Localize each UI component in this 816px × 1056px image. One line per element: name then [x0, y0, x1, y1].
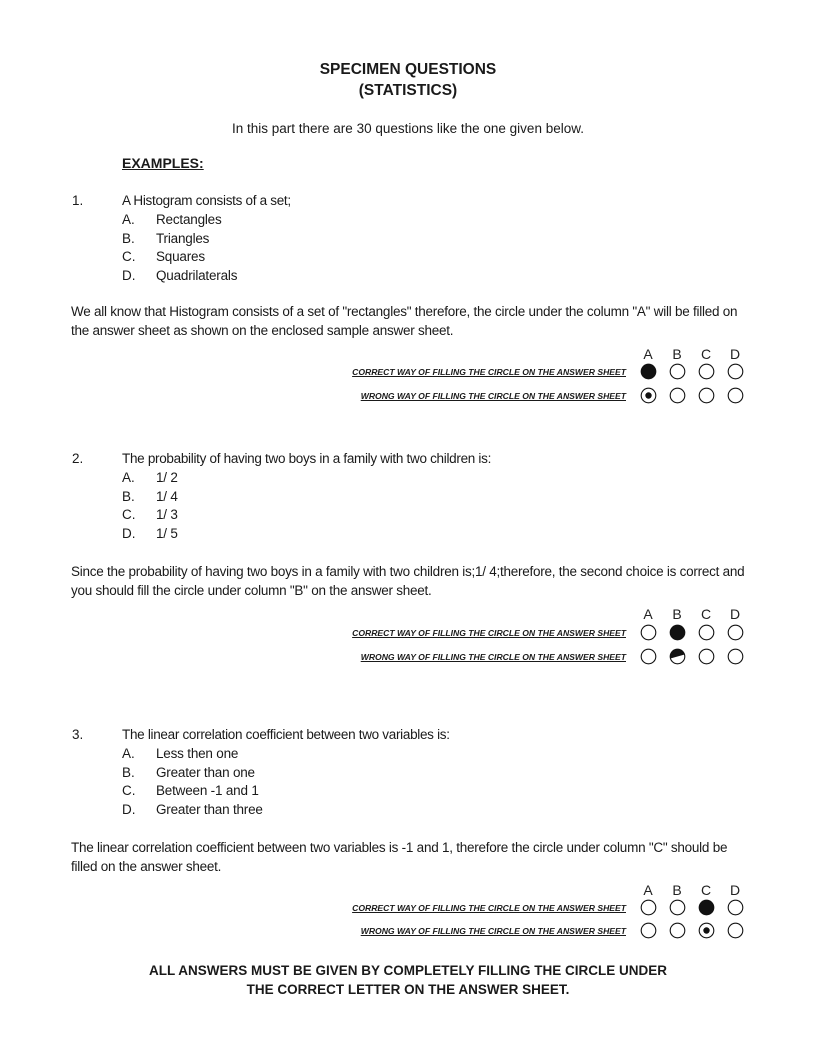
option-letter: A.	[122, 470, 135, 485]
question-text: The probability of having two boys in a family with two children is:	[122, 451, 492, 466]
answer-bubble-empty	[727, 363, 744, 380]
answer-bubble-empty	[698, 363, 715, 380]
answer-column-letter: A	[643, 882, 653, 898]
option-letter: C.	[122, 783, 136, 798]
correct-bubble-slot	[640, 624, 657, 646]
option-text: Squares	[156, 249, 205, 264]
correct-way-label: CORRECT WAY OF FILLING THE CIRCLE ON THE ANSWER SHEET	[352, 628, 626, 638]
option-text: Quadrilaterals	[156, 268, 238, 283]
option-letter: D.	[122, 526, 136, 541]
wrong-way-label: WRONG WAY OF FILLING THE CIRCLE ON THE ANSWER SHEET	[360, 391, 626, 401]
answer-column-letter: D	[729, 346, 741, 362]
answer-column-letter: D	[729, 882, 741, 898]
answer-bubble-empty	[669, 922, 686, 939]
answer-bubble-empty	[640, 648, 657, 665]
answer-column-letter: A	[643, 346, 653, 362]
wrong-bubble-slot	[727, 387, 744, 409]
wrong-way-label: WRONG WAY OF FILLING THE CIRCLE ON THE ANSWER SHEET	[360, 926, 626, 936]
correct-way-label: CORRECT WAY OF FILLING THE CIRCLE ON THE ANSWER SHEET	[352, 367, 626, 377]
answer-bubble-empty	[698, 648, 715, 665]
footer-line-1: ALL ANSWERS MUST BE GIVEN BY COMPLETELY FILLING THE CIRCLE UNDER	[148, 963, 668, 978]
option-text: 1/ 4	[156, 489, 178, 504]
wrong-bubble-slot	[698, 922, 715, 944]
option-text: 1/ 3	[156, 507, 178, 522]
answer-bubble-empty	[669, 363, 686, 380]
option-text: 1/ 5	[156, 526, 178, 541]
option-letter: D.	[122, 268, 136, 283]
option-letter: C.	[122, 507, 136, 522]
option-text: Less then one	[156, 746, 239, 761]
wrong-bubble-slot	[669, 648, 686, 670]
answer-bubble-empty	[727, 648, 744, 665]
answer-bubble-empty	[727, 624, 744, 641]
correct-bubble-slot	[698, 363, 715, 385]
wrong-way-label: WRONG WAY OF FILLING THE CIRCLE ON THE ANSWER SHEET	[360, 652, 626, 662]
wrong-bubble-slot	[640, 387, 657, 409]
wrong-bubble-slot	[669, 922, 686, 944]
wrong-bubble-slot	[698, 387, 715, 409]
answer-column-letter: B	[672, 346, 682, 362]
answer-bubble-filled	[669, 624, 686, 641]
answer-bubble-filled	[640, 363, 657, 380]
question-text: A Histogram consists of a set;	[122, 193, 291, 208]
answer-column-letter: D	[729, 606, 741, 622]
question-block-3	[0, 727, 816, 957]
correct-bubble-slot	[640, 899, 657, 921]
question-block-1	[0, 193, 816, 443]
answer-bubble-dot	[640, 387, 657, 404]
option-text: Between -1 and 1	[156, 783, 259, 798]
answer-bubble-empty	[727, 922, 744, 939]
question-number: 2.	[72, 451, 84, 466]
option-letter: A.	[122, 212, 135, 227]
option-text: 1/ 2	[156, 470, 178, 485]
option-letter: A.	[122, 746, 135, 761]
correct-bubble-slot	[640, 363, 657, 385]
answer-column-letter: A	[643, 606, 653, 622]
explanation-text: The linear correlation coefficient between two variables is -1 and 1, therefore the circle under column "C" should be filled on the answer sheet.	[71, 840, 728, 874]
answer-bubble-empty	[727, 899, 744, 916]
answer-bubble-empty	[640, 922, 657, 939]
wrong-bubble-slot	[727, 648, 744, 670]
wrong-bubble-slot	[727, 922, 744, 944]
wrong-bubble-slot	[669, 387, 686, 409]
page-title: SPECIMEN QUESTIONS	[319, 61, 497, 78]
correct-bubble-slot	[727, 363, 744, 385]
answer-column-letter: C	[700, 346, 712, 362]
option-letter: B.	[122, 765, 135, 780]
wrong-bubble-slot	[640, 648, 657, 670]
answer-bubble-empty	[669, 387, 686, 404]
wrong-bubble-slot	[698, 648, 715, 670]
answer-bubble-empty	[640, 624, 657, 641]
answer-bubble-empty	[640, 899, 657, 916]
correct-bubble-slot	[669, 899, 686, 921]
footer-line-2: THE CORRECT LETTER ON THE ANSWER SHEET.	[246, 982, 570, 997]
correct-bubble-slot	[727, 624, 744, 646]
correct-bubble-slot	[698, 899, 715, 921]
intro-text: In this part there are 30 questions like the one given below.	[232, 121, 584, 136]
correct-bubble-slot	[698, 624, 715, 646]
explanation-text: We all know that Histogram consists of a set of "rectangles" therefore, the circle under the column "A" will be filled on the answer sheet as shown on the enclosed sample answer sheet.	[71, 304, 738, 338]
answer-bubble-empty	[727, 387, 744, 404]
answer-bubble-empty	[698, 624, 715, 641]
correct-bubble-slot	[727, 899, 744, 921]
question-number: 1.	[72, 193, 84, 208]
answer-bubble-empty	[698, 387, 715, 404]
option-text: Greater than three	[156, 802, 263, 817]
instruction-footer	[0, 961, 816, 999]
answer-bubble-empty	[669, 899, 686, 916]
page-subtitle: (STATISTICS)	[358, 82, 458, 99]
option-letter: B.	[122, 489, 135, 504]
question-number: 3.	[72, 727, 84, 742]
answer-bubble-partial	[669, 648, 686, 665]
answer-bubble-dot	[698, 922, 715, 939]
correct-way-label: CORRECT WAY OF FILLING THE CIRCLE ON THE ANSWER SHEET	[352, 903, 626, 913]
question-text: The linear correlation coefficient between two variables is:	[122, 727, 450, 742]
correct-bubble-slot	[669, 363, 686, 385]
explanation-text: Since the probability of having two boys in a family with two children is;1/ 4;therefore, the second choice is correct and you should fill the circle under column "B" on the answer sheet.	[71, 564, 745, 598]
option-letter: D.	[122, 802, 136, 817]
answer-column-letter: C	[700, 882, 712, 898]
option-letter: C.	[122, 249, 136, 264]
correct-bubble-slot	[669, 624, 686, 646]
examples-heading: EXAMPLES:	[122, 155, 204, 171]
answer-column-letter: C	[700, 606, 712, 622]
question-block-2	[0, 451, 816, 711]
option-text: Rectangles	[156, 212, 222, 227]
option-letter: B.	[122, 231, 135, 246]
wrong-bubble-slot	[640, 922, 657, 944]
answer-column-letter: B	[672, 606, 682, 622]
option-text: Greater than one	[156, 765, 255, 780]
option-text: Triangles	[156, 231, 210, 246]
answer-column-letter: B	[672, 882, 682, 898]
answer-bubble-filled	[698, 899, 715, 916]
